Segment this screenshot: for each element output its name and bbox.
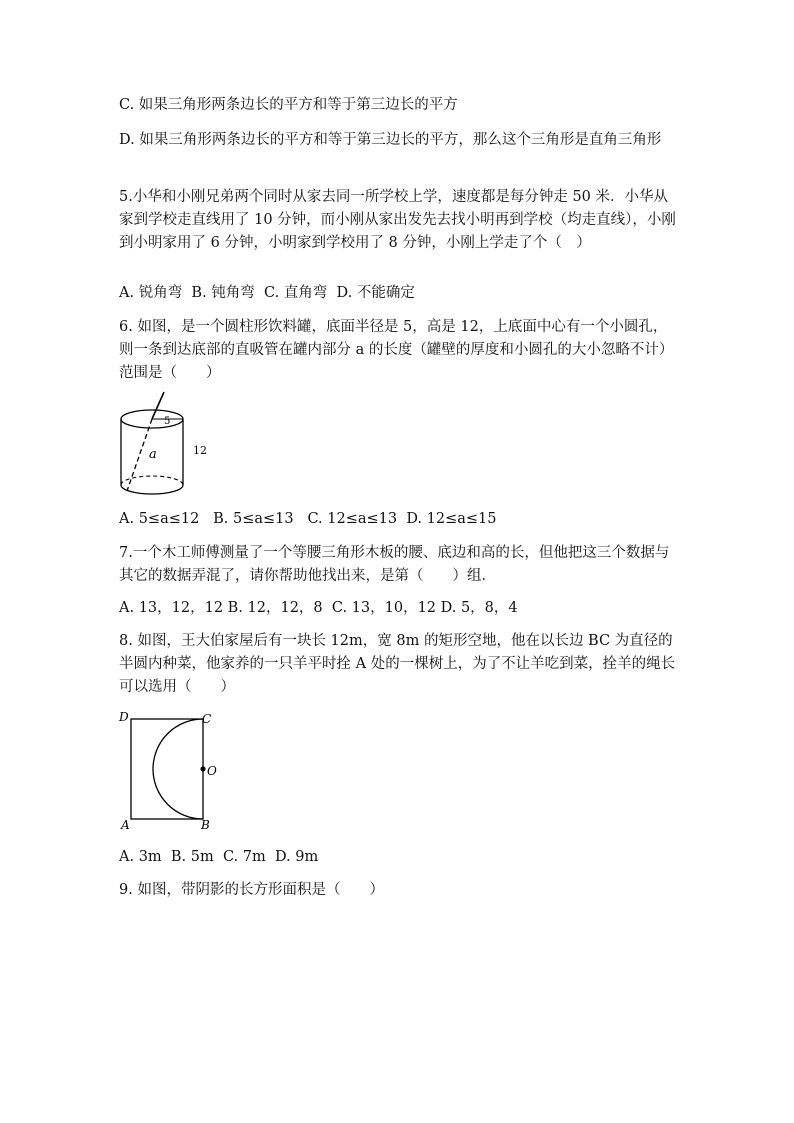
cylinder-bottom-front	[121, 485, 183, 494]
semicircle-bc	[153, 719, 203, 819]
straw-length-label: a	[149, 447, 157, 462]
label-a: A	[121, 818, 130, 832]
q4-option-c: C. 如果三角形两条边长的平方和等于第三边长的平方	[119, 97, 458, 113]
q5-stem: 5.小华和小刚兄弟两个同时从家去同一所学校上学，速度都是每分钟走 50 米．小华从家到学校走直线用了 10 分钟，而小刚从家出发先去找小明再到学校（均走直线），小刚到小明家用了 6 分钟，小明家到学校用了 8 分钟，小刚上学走了个（ ）	[119, 189, 676, 251]
q5-options: A. 锐角弯 B. 钝角弯 C. 直角弯 D. 不能确定	[119, 285, 415, 301]
height-label: 12	[193, 444, 207, 457]
q7-options: A. 13，12，12 B. 12，12，8 C. 13，10，12 D. 5，8，4	[119, 600, 518, 616]
label-b: B	[201, 818, 210, 832]
q7-stem: 7.一个木工师傅测量了一个等腰三角形木板的腰、底边和高的长，但他把这三个数据与其它的数据弄混了，请你帮助他找出来，是第（ ）组．	[119, 545, 670, 584]
rectangle-semicircle-figure	[112, 705, 227, 835]
center-point-o	[200, 766, 205, 771]
radius-label: 5	[164, 416, 171, 427]
q6-options: A. 5≤a≤12 B. 5≤a≤13 C. 12≤a≤13 D. 12≤a≤15	[119, 511, 497, 527]
cylinder-figure	[112, 388, 212, 498]
label-c: C	[202, 712, 212, 726]
q8-options: A. 3m B. 5m C. 7m D. 9m	[119, 849, 319, 865]
q8-stem: 8. 如图，王大伯家屋后有一块长 12m，宽 8m 的矩形空地，他在以长边 BC 为直径的半圆内种菜，他家养的一只羊平时拴 A 处的一棵树上，为了不让羊吃到菜，拴羊的绳长可以选用（ ）	[119, 633, 676, 695]
label-o: O	[207, 764, 217, 778]
straw-outside	[152, 392, 164, 419]
q9-stem: 9. 如图，带阴影的长方形面积是（ ）	[119, 882, 384, 898]
q6-stem: 6. 如图，是一个圆柱形饮料罐，底面半径是 5，高是 12，上底面中心有一个小圆孔，则一条到达底部的直吸管在罐内部分 a 的长度（罐壁的厚度和小圆孔的大小忽略不计）范围是（ ）	[119, 319, 674, 381]
label-d: D	[119, 710, 129, 724]
q4-option-d: D. 如果三角形两条边长的平方和等于第三边长的平方，那么这个三角形是直角三角形	[119, 132, 662, 148]
